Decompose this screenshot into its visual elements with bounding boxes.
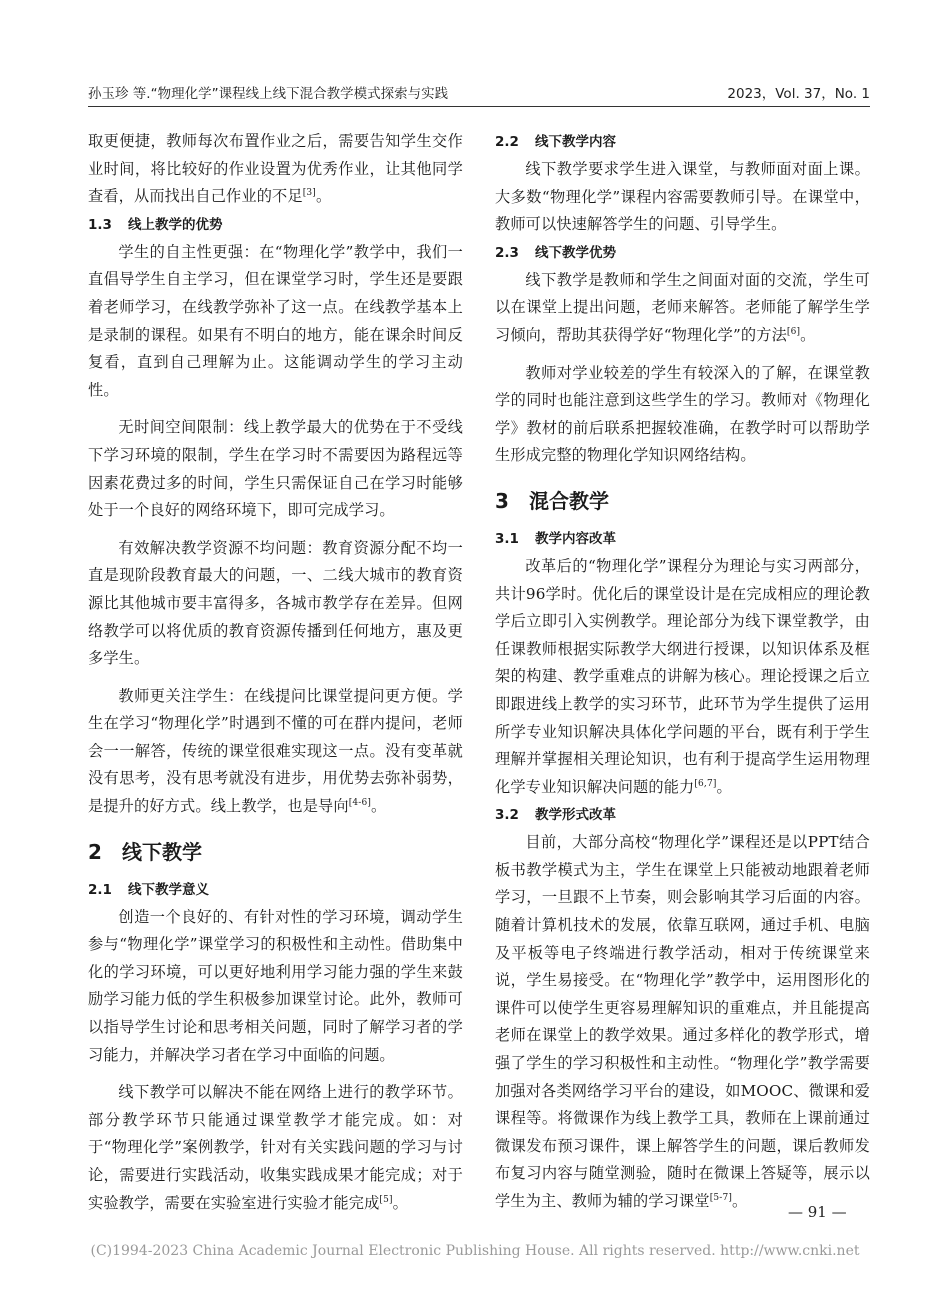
section-heading-3: 3 混合教学	[495, 488, 609, 513]
citation[interactable]: [5]	[379, 1194, 393, 1205]
paragraph: 教师更关注学生：在线提问比课堂提问更方便。学生在学习“物理化学”时遇到不懂的可在群内提问，老师会一一解答，传统的课堂很难实现这一点。没有变革就没有思考，没有思考就没有进步，用优势去弥补弱势，是提升的好方式。线上教学，也是导向[4-6]。	[88, 686, 463, 816]
citation[interactable]: [6,7]	[694, 778, 717, 789]
citation[interactable]: [3]	[302, 188, 316, 199]
running-header	[88, 78, 870, 107]
paragraph: 有效解决教学资源不均问题：教育资源分配不均一直是现阶段教育最大的问题，一、二线大城市的教育资源比其他城市要丰富得多，各城市教学存在差异。但网络教学可以将优质的教育资源传播到任何地方，惠及更多学生。	[88, 538, 463, 668]
section-heading-3-1: 3.1 教学内容改革	[495, 530, 616, 547]
header-journal-volume: 2023，Vol. 37，No. 1	[727, 86, 870, 102]
citation[interactable]: [4-6]	[348, 798, 372, 809]
section-heading-2: 2 线下教学	[88, 839, 202, 864]
paragraph-continued: 取更便捷，教师每次布置作业之后，需要告知学生交作业时间，将比较好的作业设置为优秀作业，让其他同学查看，从而找出自己作业的不足[3]。	[88, 132, 463, 206]
page-number: — 91 —	[788, 1203, 847, 1221]
paragraph: 创造一个良好的、有针对性的学习环境，调动学生参与“物理化学”课堂学习的积极性和主动性。借助集中化的学习环境，可以更好地利用学习能力强的学生来鼓励学习能力低的学生积极参加课堂讨论。此外，教师可以指导学生讨论和思考相关问题，同时了解学习者的学习能力，并解决学习者在学习中面临的问题。	[88, 907, 463, 1064]
paragraph: 线下教学是教师和学生之间面对面的交流，学生可以在课堂上提出问题，老师来解答。老师能了解学生学习倾向，帮助其获得学好“物理化学”的方法[6]。	[495, 270, 870, 344]
citation[interactable]: [5-7]	[709, 1193, 732, 1203]
citation[interactable]: [6]	[786, 326, 801, 337]
copyright-footer: (C)1994-2023 China Academic Journal Electronic Publishing House. All rights reserved. http://www.cnki.net	[90, 1243, 860, 1259]
paragraph: 改革后的“物理化学”课程分为理论与实习两部分，共计96学时。优化后的课堂设计是在完成相应的理论教学后立即引入实例教学。理论部分为线下课堂教学，由任课教师根据实际教学大纲进行授课，以知识体系及框架的构建、教学重难点的讲解为核心。理论授课之后立即跟进线上教学的实习环节，此环节为学生提供了运用所学专业知识解决具体化学问题的平台，既有利于学生理解并掌握相关理论知识，也有利于提高学生运用物理化学专业知识解决问题的能力[6,7]。	[495, 556, 870, 796]
right-column	[495, 128, 870, 1216]
paragraph: 无时间空间限制：线上教学最大的优势在于不受线下学习环境的限制，学生在学习时不需要因为路程远等因素花费过多的时间，学生只需保证自己在学习时能够处于一个良好的网络环境下，即可完成学习。	[88, 418, 463, 520]
paragraph: 教师对学业较差的学生有较深入的了解，在课堂教学的同时也能注意到这些学生的学习。教师对《物理化学》教材的前后联系把握较准确，在教学时可以帮助学生形成完整的物理化学知识网络结构。	[495, 363, 870, 465]
section-heading-2-3: 2.3 线下教学优势	[495, 244, 616, 261]
section-heading-3-2: 3.2 教学形式改革	[495, 807, 616, 824]
section-heading-2-1: 2.1 线下教学意义	[88, 881, 209, 898]
section-heading-1-3: 1.3 线上教学的优势	[88, 216, 223, 233]
left-column	[88, 128, 463, 1217]
paragraph: 线下教学可以解决不能在网络上进行的教学环节。部分教学环节只能通过课堂教学才能完成。如：对于“物理化学”案例教学，针对有关实践问题的学习与讨论，需要进行实践活动，收集实践成果才能完成；对于实验教学，需要在实验室进行实验才能完成[5]。	[88, 1083, 463, 1212]
header-article-title: 孙玉珍 等.“物理化学”课程线上线下混合教学模式探索与实践	[88, 86, 449, 102]
paragraph: 线下教学要求学生进入课堂，与教师面对面上课。大多数“物理化学”课程内容需要教师引导。在课堂中，教师可以快速解答学生的问题、引导学生。	[495, 160, 870, 234]
section-heading-2-2: 2.2 线下教学内容	[495, 134, 616, 150]
paragraph: 目前，大部分高校“物理化学”课程还是以PPT结合板书教学模式为主，学生在课堂上只能被动地跟着老师学习，一旦跟不上节奏，则会影响其学习后面的内容。随着计算机技术的发展，依靠互联网，通过手机、电脑及平板等电子终端进行教学活动，相对于传统课堂来说，学生易接受。在“物理化学”教学中，运用图形化的课件可以使学生更容易理解知识的重难点，并且能提高老师在课堂上的教学效果。通过多样化的教学形式，增强了学生的学习积极性和主动性。“物理化学”教学需要加强对各类网络学习平台的建设，如MOOC、微课和爱课程等。将微课作为线上教学工具，教师在上课前通过微课发布预习课件，课上解答学生的问题，课后教师发布复习内容与随堂测验，随时在微课上答疑等，展示以学生为主、教师为辅的学习课堂[5-7]。	[495, 833, 870, 1210]
paragraph: 学生的自主性更强：在“物理化学”教学中，我们一直倡导学生自主学习，但在课堂学习时，学生还是要跟着老师学习，在线教学弥补了这一点。在线教学基本上是录制的课程。如果有不明白的地方，能在课余时间反复看，直到自己理解为止。这能调动学生的学习主动性。	[88, 242, 463, 399]
